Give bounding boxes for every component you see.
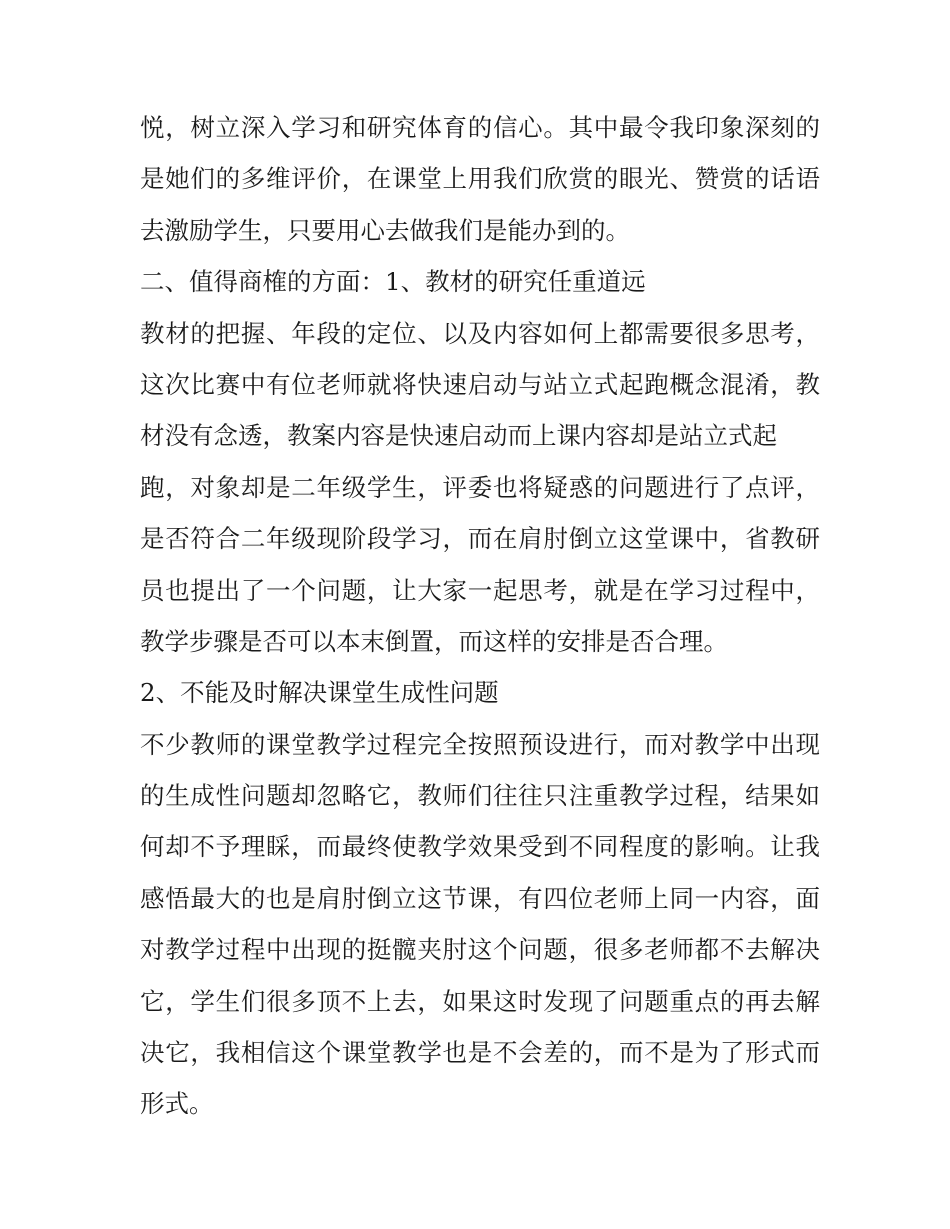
section-heading: 2、不能及时解决课堂生成性问题 xyxy=(140,678,499,708)
text-line: 教材的把握、年段的定位、以及内容如何上都需要很多思考， xyxy=(140,318,820,348)
text-line: 去激励学生，只要用心去做我们是能办到的。 xyxy=(140,215,630,245)
text-line: 材没有念透，教案内容是快速启动而上课内容却是站立式起 xyxy=(140,421,777,451)
text-line: 对教学过程中出现的挺髋夹肘这个问题，很多老师都不去解决 xyxy=(140,935,820,965)
text-line: 是否符合二年级现阶段学习，而在肩肘倒立这堂课中，省教研 xyxy=(140,524,820,554)
text-line: 教学步骤是否可以本末倒置，而这样的安排是否合理。 xyxy=(140,626,728,656)
text-line: 感悟最大的也是肩肘倒立这节课，有四位老师上同一内容，面 xyxy=(140,883,820,913)
text-line: 不少教师的课堂教学过程完全按照预设进行，而对教学中出现 xyxy=(140,729,820,759)
text-line: 跑，对象却是二年级学生，评委也将疑惑的问题进行了点评， xyxy=(140,472,820,502)
text-line: 这次比赛中有位老师就将快速启动与站立式起跑概念混淆，教 xyxy=(140,369,820,399)
text-line: 它，学生们很多顶不上去，如果这时发现了问题重点的再去解 xyxy=(140,986,820,1016)
text-line: 悦，树立深入学习和研究体育的信心。其中最令我印象深刻的 xyxy=(140,113,820,142)
text-line: 决它，我相信这个课堂教学也是不会差的，而不是为了形式而 xyxy=(140,1038,820,1068)
text-line: 何却不予理睬，而最终使教学效果受到不同程度的影响。让我 xyxy=(140,832,820,862)
text-line: 形式。 xyxy=(140,1089,214,1119)
text-line: 员也提出了一个问题，让大家一起思考，就是在学习过程中， xyxy=(140,575,820,605)
document-body xyxy=(140,102,820,1130)
text-line: 是她们的多维评价，在课堂上用我们欣赏的眼光、赞赏的话语 xyxy=(140,164,820,194)
section-heading: 二、值得商榷的方面：1、教材的研究任重道远 xyxy=(140,267,646,297)
text-line: 的生成性问题却忽略它，教师们往往只注重教学过程，结果如 xyxy=(140,781,820,811)
